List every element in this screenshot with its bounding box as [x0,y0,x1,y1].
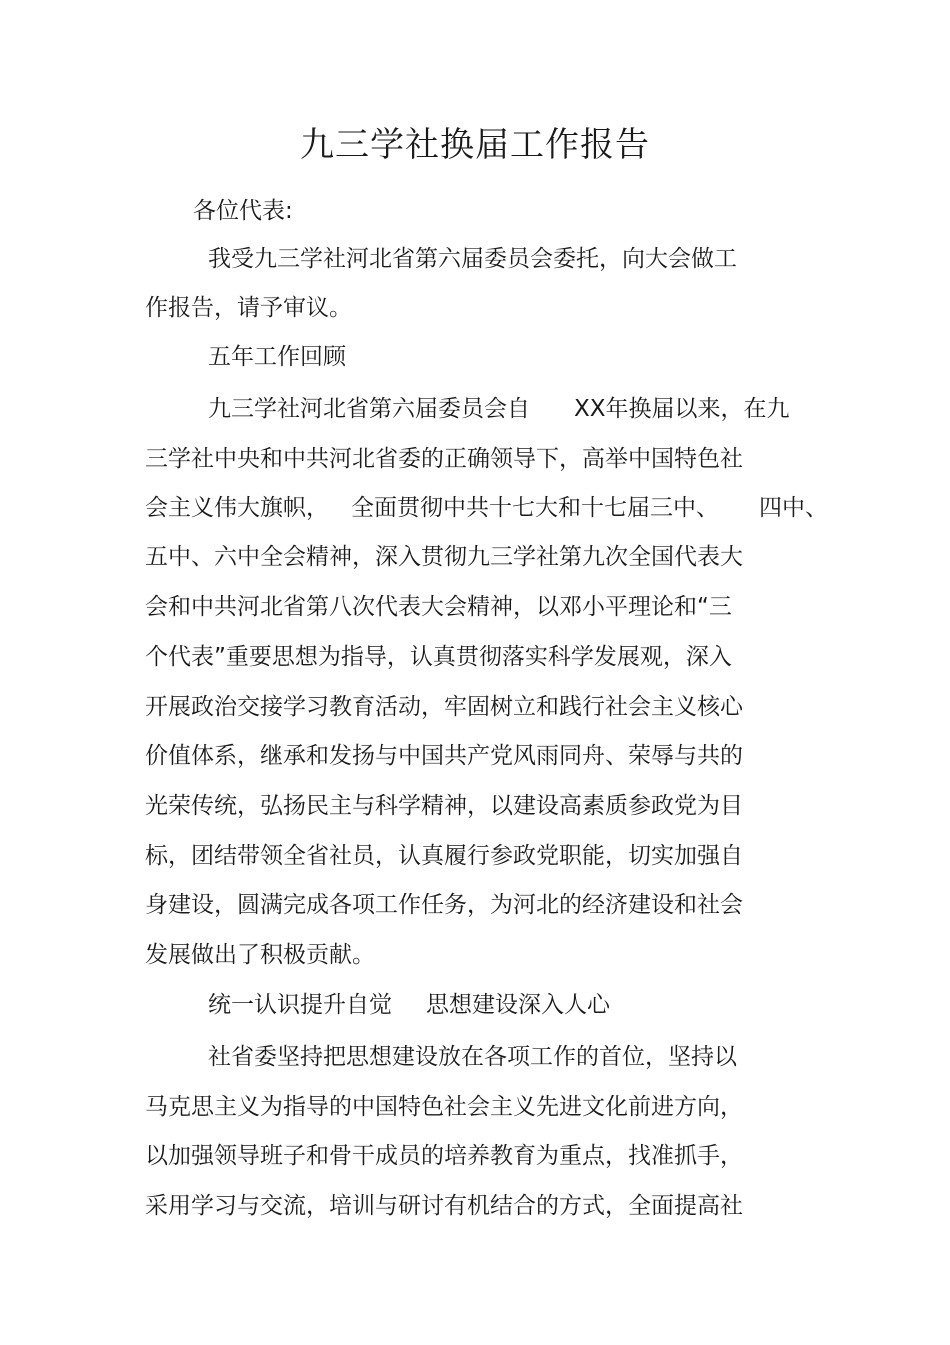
paragraph-line: 发展做出了积极贡献。 [145,942,375,968]
paragraph-text: 全面贯彻中共十七大和十七届三中、 [351,495,719,521]
section-heading-review: 五年工作回顾 [208,344,346,370]
paragraph-line: 身建设，圆满完成各项工作任务，为河北的经济建设和社会 [145,892,743,918]
section-heading-part: 思想建设深入人心 [426,992,610,1018]
paragraph-line: 光荣传统，弘扬民主与科学精神，以建设高素质参政党为目 [145,793,743,819]
salutation: 各位代表: [193,198,293,224]
intro-line-2: 作报告，请予审议。 [145,295,352,321]
paragraph-text: 九三学社河北省第六届委员会自 [208,396,530,422]
paragraph-line: 会和中共河北省第八次代表大会精神，以邓小平理论和“三 [145,594,732,620]
paragraph-line: 标，团结带领全省社员，认真履行参政党职能，切实加强自 [145,843,743,869]
paragraph-line: 价值体系，继承和发扬与中国共产党风雨同舟、荣辱与共的 [145,743,743,769]
paragraph-line [208,394,790,424]
paragraph-line: 采用学习与交流，培训与研讨有机结合的方式，全面提高社 [145,1193,743,1219]
paragraph-line [145,493,828,523]
paragraph-line: 以加强领导班子和骨干成员的培养教育为重点，找准抓手， [145,1143,743,1169]
intro-line-1: 我受九三学社河北省第六届委员会委托，向大会做工 [208,246,737,272]
paragraph-line: 马克思主义为指导的中国特色社会主义先进文化前进方向， [145,1094,743,1120]
section-heading-ideology [208,990,610,1020]
paragraph-line: 五中、六中全会精神，深入贯彻九三学社第九次全国代表大 [145,544,743,570]
paragraph-line: 开展政治交接学习教育活动，牢固树立和践行社会主义核心 [145,694,743,720]
paragraph-text: 会主义伟大旗帜， [145,495,329,521]
section-heading-part: 统一认识提升自觉 [208,992,392,1018]
paragraph-line: 社省委坚持把思想建设放在各项工作的首位，坚持以 [208,1044,737,1070]
document-title: 九三学社换届工作报告 [300,125,650,165]
paragraph-text: 四中、 [759,495,828,521]
paragraph-line: 个代表”重要思想为指导，认真贯彻落实科学发展观，深入 [145,644,732,670]
paragraph-text: XX年换届以来，在九 [574,396,790,422]
paragraph-line: 三学社中央和中共河北省委的正确领导下，高举中国特色社 [145,446,743,472]
